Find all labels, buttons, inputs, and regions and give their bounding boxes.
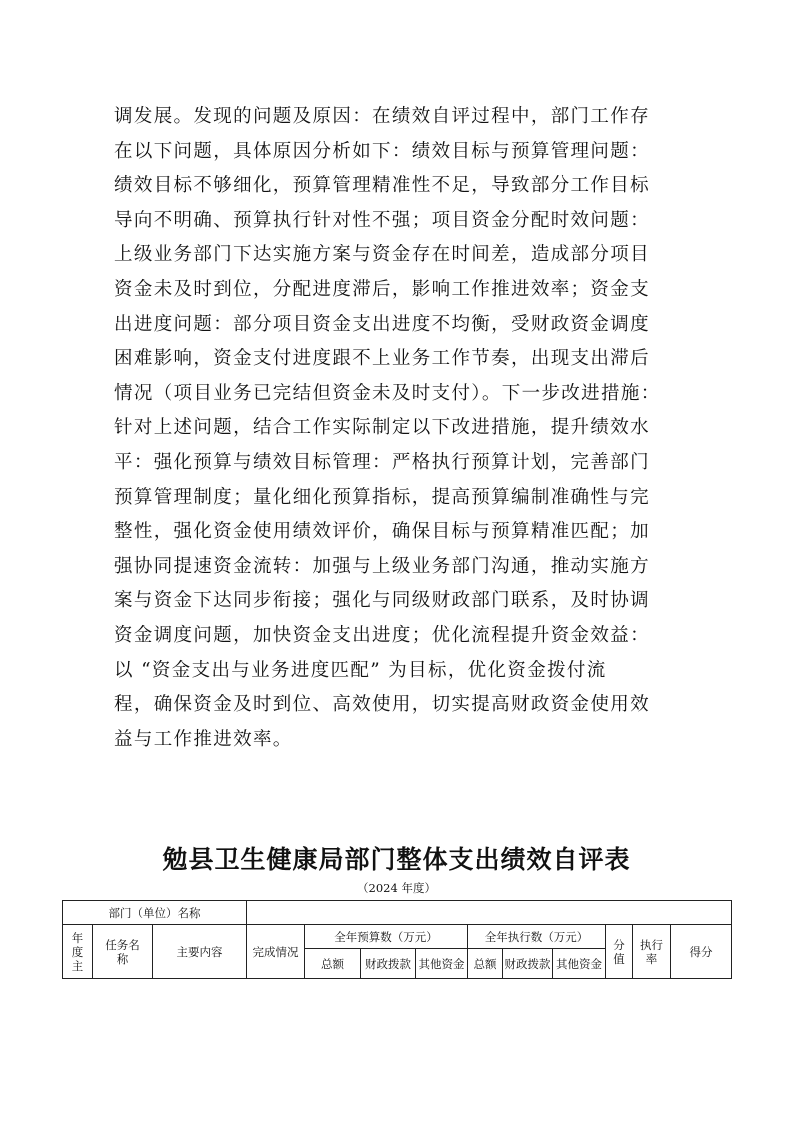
paragraph-line: 资金未及时到位，分配进度滞后，影响工作推进效率；资金支 [114,278,650,300]
exec-fiscal-text: 财政拨款 [504,956,551,971]
body-paragraph [114,100,689,757]
paragraph-line: 困难影响，资金支付进度跟不上业务工作节奏，出现支出滞后 [114,348,650,370]
paragraph-line: 预算管理制度；量化细化预算指标，提高预算编制准确性与完 [114,486,650,508]
col-content-header: 主要内容 [153,925,247,979]
exec-other-header [553,949,606,979]
paragraph-line: 平：强化预算与绩效目标管理：严格执行预算计划，完善部门 [114,451,650,473]
col-score-value-text: 分值 [613,937,625,966]
col-score-value-header [606,925,633,979]
budget-other-text: 其他资金 [418,956,465,971]
col-exec-rate-text: 执行率 [640,937,664,966]
exec-group-header: 全年执行数（万元） [468,925,606,949]
budget-total-header: 总额 [305,949,361,979]
paragraph-line: 资金调度问题，加快资金支出进度；优化流程提升资金效益： [114,624,650,646]
col-task-header [93,925,153,979]
budget-fiscal-header [361,949,416,979]
col-year-text: 年度主 [71,930,84,973]
col-task-text: 任务名称 [105,937,140,966]
paragraph-line: 案与资金下达同步衔接；强化与同级财政部门联系，及时协调 [114,590,650,612]
self-evaluation-table [62,900,732,979]
paragraph-line: 以 “资金支出与业务进度匹配” 为目标，优化资金拨付流 [114,659,607,681]
paragraph-line: 绩效目标不够细化，预算管理精准性不足，导致部分工作目标 [114,175,650,197]
paragraph-line: 导向不明确、预算执行针对性不强；项目资金分配时效问题： [114,209,650,231]
paragraph-line: 程，确保资金及时到位、高效使用，切实提高财政资金使用效 [114,694,650,716]
paragraph-line: 针对上述问题，结合工作实际制定以下改进措施，提升绩效水 [114,417,650,439]
col-status-header [247,925,305,979]
paragraph-line: 调发展。发现的问题及原因：在绩效自评过程中，部门工作存 [114,106,650,127]
budget-fiscal-text: 财政拨款 [365,956,412,971]
dept-value[interactable] [247,901,732,925]
paragraph-line: 整性，强化资金使用绩效评价，确保目标与预算精准匹配；加 [114,521,650,543]
table-subtitle: （2024 年度） [357,881,436,895]
header-row-1 [63,925,732,949]
paragraph-line: 在以下问题，具体原因分析如下：绩效目标与预算管理问题： [114,140,650,162]
col-exec-rate-header [633,925,671,979]
dept-label: 部门（单位）名称 [63,901,247,925]
paragraph-line: 情况（项目业务已完结但资金未及时支付）。下一步改进措施： [114,382,661,404]
budget-other-header [416,949,468,979]
paragraph-line: 上级业务部门下达实施方案与资金存在时间差，造成部分项目 [114,244,650,266]
col-year-header [63,925,93,979]
col-status-text: 完成情况 [252,944,299,959]
exec-fiscal-header [503,949,553,979]
table-title: 勉县卫生健康局部门整体支出绩效自评表 [162,845,631,874]
dept-row [63,901,732,925]
col-score-header: 得分 [671,925,732,979]
exec-total-header: 总额 [468,949,503,979]
budget-group-header: 全年预算数（万元） [305,925,468,949]
paragraph-line: 益与工作推进效率。 [114,728,293,750]
exec-other-text: 其他资金 [556,956,603,971]
paragraph-line: 出进度问题：部分项目资金支出进度不均衡，受财政资金调度 [114,313,650,335]
paragraph-line: 强协同提速资金流转：加强与上级业务部门沟通，推动实施方 [114,555,650,577]
